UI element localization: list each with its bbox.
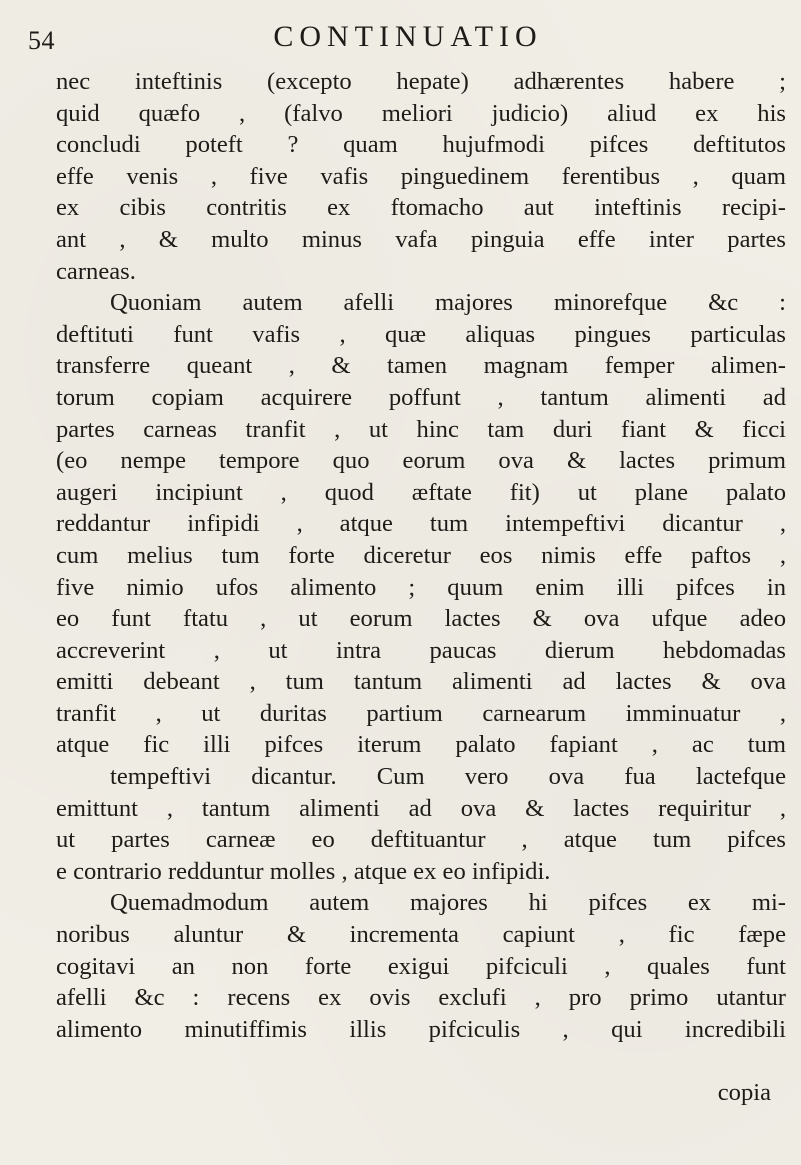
- text-line: tranfit , ut duritas partium carnearum imminuatur ,: [56, 699, 786, 727]
- text-line: concludi poteft ? quam hujufmodi pifces deftitutos: [56, 131, 786, 159]
- text-line: tempeftivi dicantur. Cum vero ova fua lactefque: [110, 763, 786, 791]
- text-line: cum melius tum forte diceretur eos nimis effe paftos ,: [56, 541, 786, 569]
- text-line: transferre queant , & tamen magnam femper alimen-: [56, 352, 786, 380]
- text-line: augeri incipiunt , quod æftate fit) ut plane palato: [56, 478, 786, 506]
- text-line: atque fic illi pifces iterum palato fapiant , ac tum: [56, 731, 786, 759]
- text-line: ant , & multo minus vafa pinguia effe inter partes: [56, 225, 786, 253]
- text-line: reddantur infipidi , atque tum intempeftivi dicantur ,: [56, 510, 786, 538]
- body-text: [56, 66, 786, 1045]
- text-line: effe venis , five vafis pinguedinem ferentibus , quam: [56, 162, 786, 190]
- page-number: 54: [28, 26, 55, 55]
- text-line: eo funt ftatu , ut eorum lactes & ova ufque adeo: [56, 605, 786, 633]
- text-line: carneas.: [56, 257, 136, 285]
- text-line: alimento minutiffimis illis pifciculis , qui incredibili: [56, 1015, 786, 1043]
- paragraph-start-line: Quemadmodum autem majores hi pifces ex mi-: [110, 889, 786, 917]
- text-line: torum copiam acquirere poffunt , tantum alimenti ad: [56, 383, 786, 411]
- text-line: cogitavi an non forte exigui pifciculi , quales funt: [56, 952, 786, 980]
- text-line: ut partes carneæ eo deftituantur , atque tum pifces: [56, 826, 786, 854]
- text-line: noribus aluntur & incrementa capiunt , fic fæpe: [56, 921, 786, 949]
- text-line: accreverint , ut intra paucas dierum hebdomadas: [56, 636, 786, 664]
- text-line: five nimio ufos alimento ; quum enim illi pifces in: [56, 573, 786, 601]
- text-line: deftituti funt vafis , quæ aliquas pingues particulas: [56, 320, 786, 348]
- text-line: (eo nempe tempore quo eorum ova & lactes primum: [56, 447, 786, 475]
- text-line: partes carneas tranfit , ut hinc tam duri fiant & ficci: [56, 415, 786, 443]
- paragraph-start-line: Quoniam autem afelli majores minorefque &c :: [110, 289, 786, 317]
- text-line: quid quæfo , (falvo meliori judicio) aliud ex his: [56, 99, 786, 127]
- running-head: CONTINUATIO: [273, 20, 543, 53]
- text-line: ex cibis contritis ex ftomacho aut inteftinis recipi-: [56, 194, 786, 222]
- text-line: e contrario redduntur molles , atque ex eo infipidi.: [56, 857, 551, 885]
- catchword: copia: [717, 1079, 771, 1106]
- text-line: afelli &c : recens ex ovis exclufi , pro primo utantur: [56, 984, 786, 1012]
- text-line: emitti debeant , tum tantum alimenti ad lactes & ova: [56, 668, 786, 696]
- text-line: nec inteftinis (excepto hepate) adhærentes habere ;: [56, 68, 786, 95]
- text-line: emittunt , tantum alimenti ad ova & lactes requiritur ,: [56, 794, 786, 822]
